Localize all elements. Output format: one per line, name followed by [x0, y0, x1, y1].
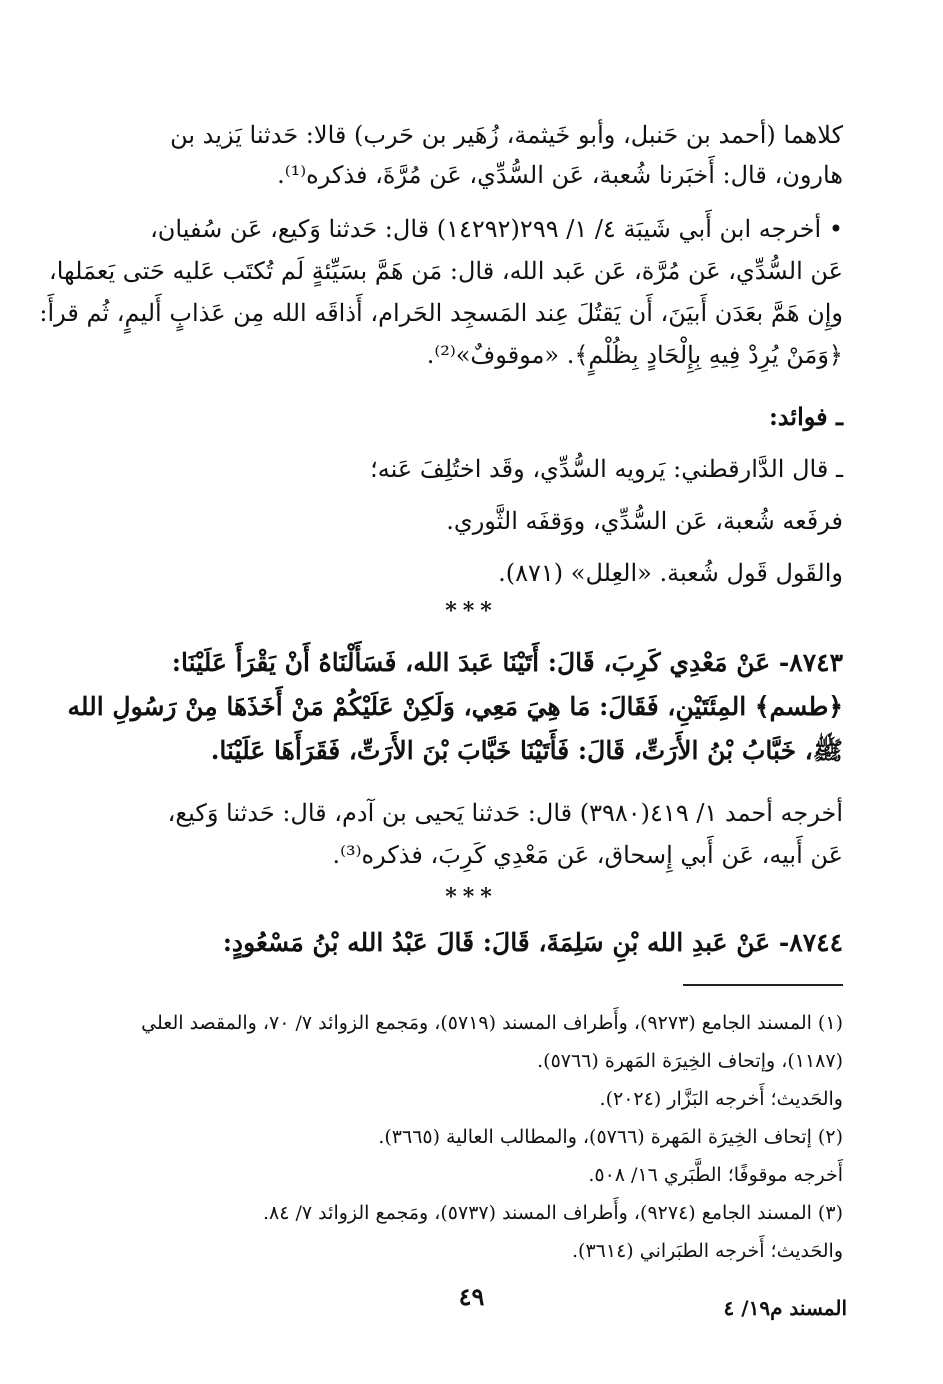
text-line: والقَول قَول شُعبة. «العِلل» (٨٧١).	[498, 559, 843, 587]
section-separator: ***	[445, 598, 498, 624]
section-separator: ***	[445, 884, 498, 910]
footnote-line: (٢) إتحاف الخِيرَة المَهرة (٥٧٦٦)، والمطالب العالية (٣٦٦٥).	[378, 1126, 843, 1148]
footnote-line: (١١٨٧)، وإتحاف الخِيرَة المَهرة (٥٧٦٦).	[537, 1050, 843, 1072]
text-line: ـ قال الدَّارقطني: يَرويه السُّدِّي، وقَد اختُلِفَ عَنه؛	[370, 455, 843, 483]
page-number: ٤٩	[458, 1282, 485, 1311]
text-line: • أخرجه ابن أَبي شَيبَة ٤/ ١/ ٢٩٩(١٤٢٩٢) قال: حَدثنا وَكيع، عَن سُفيان،	[150, 215, 843, 243]
footnote-line: أَخرجه موقوفًا؛ الطَّبَري ١٦/ ٥٠٨.	[588, 1164, 843, 1186]
footnote-line: والحَديث؛ أَخرجه البَزَّار (٢٠٢٤).	[599, 1088, 843, 1110]
footnote-divider	[683, 984, 843, 986]
text-line: فرفَعه شُعبة، عَن السُّدِّي، ووَقفَه الثَّوري.	[446, 507, 843, 535]
takhrij-line: أخرجه أحمد ١/ ٤١٩(٣٩٨٠) قال: حَدثنا يَحيى بن آدم، قال: حَدثنا وَكيع،	[167, 799, 843, 827]
quran-quote-line: ﴿وَمَنْ يُرِدْ فِيهِ بِإِلْحَادٍ بِظُلْمٍ﴾. «موقوفٌ»⁽²⁾.	[426, 341, 843, 369]
hadith-8743-line: ﷺ، خَبَّابُ بْنُ الأَرَتِّ، قَالَ: فَأَتَيْنَا خَبَّابَ بْنَ الأَرَتِّ، فَقَرَأَهَا عَلَيْنَا.	[210, 736, 843, 765]
footnote-line: والحَديث؛ أَخرجه الطبَراني (٣٦١٤).	[572, 1240, 843, 1262]
text-line: عَن السُّدِّي، عَن مُرَّة، عَن عَبد الله، قال: مَن هَمَّ بسَيِّئةٍ لَم تُكتَب عَليه حَتى يَعمَلها،	[48, 257, 843, 285]
text-line: وإِن هَمَّ بعَدَن أَبيَنَ، أَن يَقتُلَ عِند المَسجِد الحَرام، أَذاقَه الله مِن عَذابٍ أَليمٍ، ثُم قرأَ:	[39, 299, 843, 327]
text-line: كلاهما (أحمد بن حَنبل، وأبو خَيثمة، زُهَير بن حَرب) قالا: حَدثنا يَزيد بن	[170, 121, 843, 149]
text-line: هارون، قال: أَخبَرنا شُعبة، عَن السُّدِّي، عَن مُرَّةَ، فذكره⁽¹⁾.	[277, 161, 843, 189]
hadith-8743-line: ٨٧٤٣- عَنْ مَعْدِي كَرِبَ، قَالَ: أَتَيْنَا عَبدَ الله، فَسَأَلْنَاهُ أَنْ يَقْرَأَ عَلَيْنَا:	[171, 648, 843, 677]
hadith-8744-line: ٨٧٤٤- عَنْ عَبدِ الله بْنِ سَلِمَةَ، قَالَ: قَالَ عَبْدُ الله بْنُ مَسْعُودٍ:	[222, 928, 843, 957]
footnote-line: (٣) المسند الجامع (٩٢٧٤)، وأَطراف المسند (٥٧٣٧)، ومَجمع الزوائد ٧/ ٨٤.	[263, 1202, 843, 1224]
takhrij-line: عَن أَبيه، عَن أَبي إِسحاق، عَن مَعْدِي كَرِبَ، فذكره⁽³⁾.	[332, 841, 843, 869]
footnote-line: (١) المسند الجامع (٩٢٧٣)، وأَطراف المسند (٥٧١٩)، ومَجمع الزوائد ٧/ ٧٠، والمقصد العلي	[141, 1012, 843, 1034]
hadith-8743-line: ﴿طسم﴾ المِئَتَيْنِ، فَقَالَ: مَا هِيَ مَعِي، وَلَكِنْ عَلَيْكُمْ مَنْ أَخَذَهَا مِنْ رَسُولِ الله	[67, 692, 843, 721]
volume-signature: المسند م١٩/ ٤	[723, 1296, 847, 1320]
fawaid-heading: ـ فوائد:	[768, 402, 843, 431]
